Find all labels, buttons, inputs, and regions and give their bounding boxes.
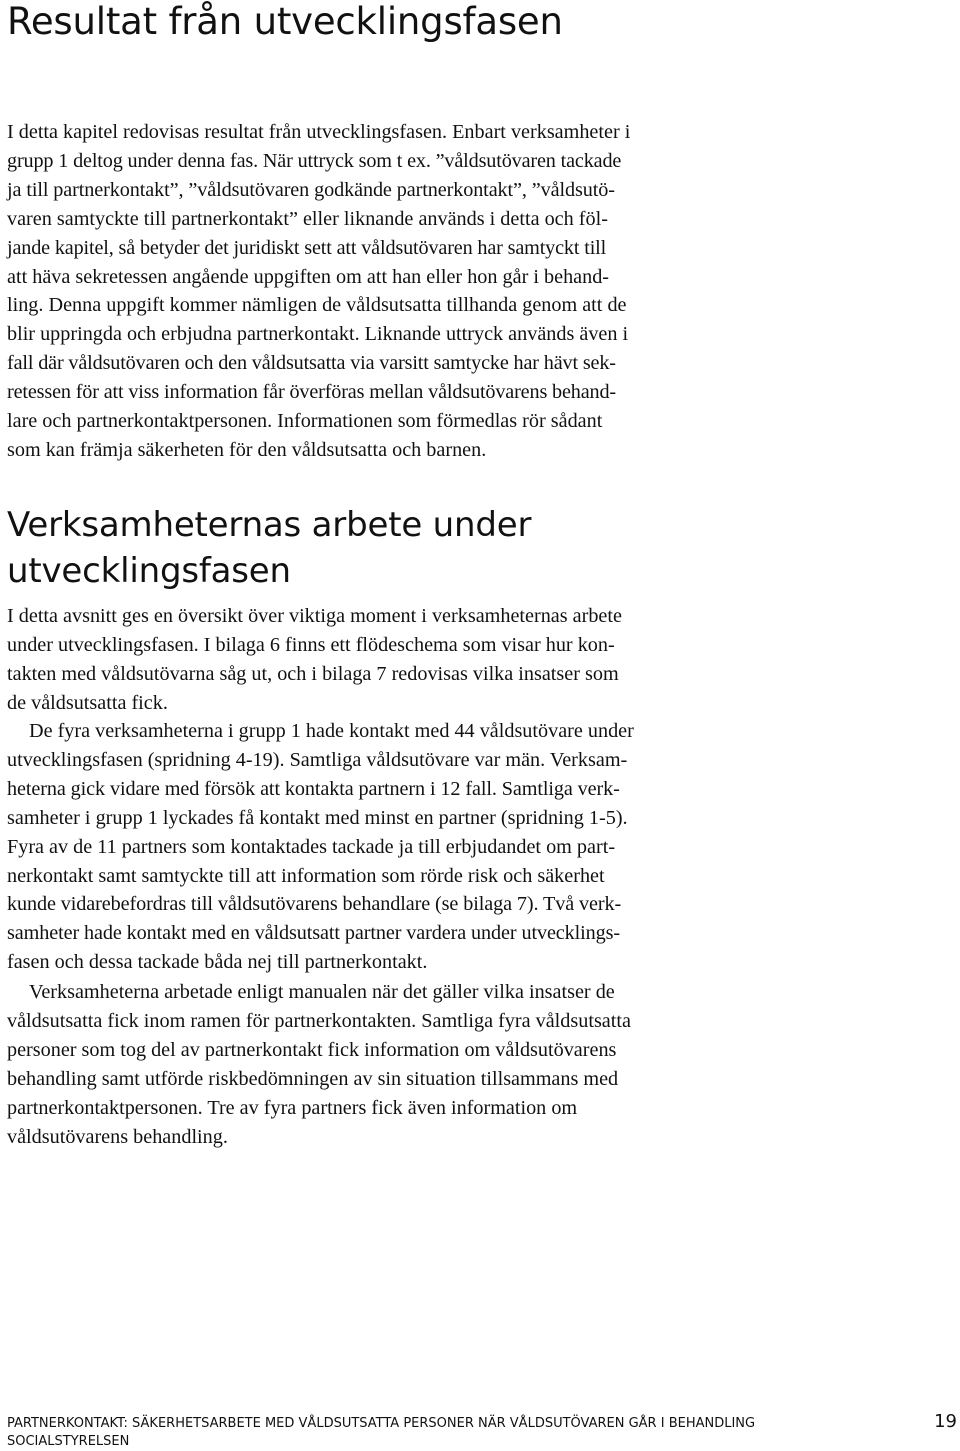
- text-line: nerkontakt samt samtyckte till att information som rörde risk och säkerhet: [7, 864, 605, 887]
- page-number: 19: [934, 1411, 957, 1432]
- text-line: takten med våldsutövarna såg ut, och i bilaga 7 redovisas vilka insatser som: [7, 662, 619, 685]
- text-line: våldsutsatta fick inom ramen för partnerkontakten. Samtliga fyra våldsutsatta: [7, 1009, 631, 1032]
- text-line: Verksamheterna arbetade enligt manualen när det gäller vilka insatser de: [29, 981, 615, 1003]
- text-line: fall där våldsutövaren och den våldsutsatta via varsitt samtycke har hävt sek-: [7, 352, 616, 375]
- text-line: Fyra av de 11 partners som kontaktades tackade ja till erbjudandet om part-: [7, 835, 616, 858]
- text-line: behandling samt utförde riskbedömningen av sin situation tillsammans med: [7, 1067, 619, 1090]
- text-line: kunde vidarebefordras till våldsutövarens behandlare (se bilaga 7). Två verk-: [7, 893, 622, 916]
- text-line: samheter i grupp 1 lyckades få kontakt med minst en partner (spridning 1-5).: [7, 806, 628, 829]
- text-line: I detta avsnitt ges en översikt över viktiga moment i verksamheternas arbete: [7, 605, 622, 627]
- text-line: fasen och dessa tackade båda nej till partnerkontakt.: [7, 951, 428, 974]
- section-heading: [7, 502, 531, 594]
- text-line: våldsutövarens behandling.: [7, 1125, 228, 1148]
- text-line: lare och partnerkontaktpersonen. Informationen som förmedlas rör sådant: [7, 410, 603, 433]
- intro-paragraph: [7, 118, 957, 465]
- text-line: De fyra verksamheterna i grupp 1 hade kontakt med 44 våldsutövare under: [29, 720, 634, 742]
- chapter-heading: Resultat från utvecklingsfasen: [7, 0, 563, 43]
- text-line: jande kapitel, så betyder det juridiskt sett att våldsutövaren har samtyckt till: [7, 236, 607, 259]
- footer-publisher: SOCIALSTYRELSEN: [7, 1434, 130, 1449]
- text-line: som kan främja säkerheten för den våldsutsatta och barnen.: [7, 438, 487, 461]
- text-line: att häva sekretessen angående uppgiften om att han eller hon går i behand-: [7, 265, 610, 288]
- results-paragraph: [7, 717, 957, 977]
- section-heading-line: utvecklingsfasen: [7, 551, 291, 591]
- overview-paragraph: [7, 602, 957, 718]
- section-heading-line: Verksamheternas arbete under: [7, 505, 532, 545]
- footer-title: PARTNERKONTAKT: SÄKERHETSARBETE MED VÅLDSUTSATTA PERSONER NÄR VÅLDSUTÖVAREN GÅR I BEHANDLING: [7, 1416, 756, 1431]
- text-line: I detta kapitel redovisas resultat från utvecklingsfasen. Enbart verksamheter i: [7, 121, 631, 143]
- text-line: grupp 1 deltog under denna fas. När uttryck som t ex. ”våldsutövaren tackade: [7, 149, 622, 172]
- interventions-paragraph: [7, 978, 957, 1151]
- text-line: partnerkontaktpersonen. Tre av fyra partners fick även information om: [7, 1096, 578, 1119]
- text-line: samheter hade kontakt med en våldsutsatt partner vardera under utvecklings-: [7, 922, 621, 945]
- text-line: heterna gick vidare med försök att kontakta partnern i 12 fall. Samtliga verk-: [7, 777, 620, 800]
- text-line: ja till partnerkontakt”, ”våldsutövaren godkände partnerkontakt”, ”våldsutö-: [7, 178, 615, 201]
- text-line: ling. Denna uppgift kommer nämligen de våldsutsatta tillhanda genom att de: [7, 294, 627, 317]
- text-line: varen samtyckte till partnerkontakt” eller liknande används i detta och föl-: [7, 207, 608, 230]
- text-line: blir uppringda och erbjudna partnerkontakt. Liknande uttryck används även i: [7, 323, 629, 346]
- text-line: personer som tog del av partnerkontakt fick information om våldsutövarens: [7, 1038, 617, 1061]
- text-line: utvecklingsfasen (spridning 4-19). Samtliga våldsutövare var män. Verksam-: [7, 748, 628, 771]
- text-line: retessen för att viss information får överföras mellan våldsutövarens behand-: [7, 381, 617, 404]
- text-line: under utvecklingsfasen. I bilaga 6 finns ett flödeschema som visar hur kon-: [7, 633, 615, 656]
- text-line: de våldsutsatta fick.: [7, 691, 168, 714]
